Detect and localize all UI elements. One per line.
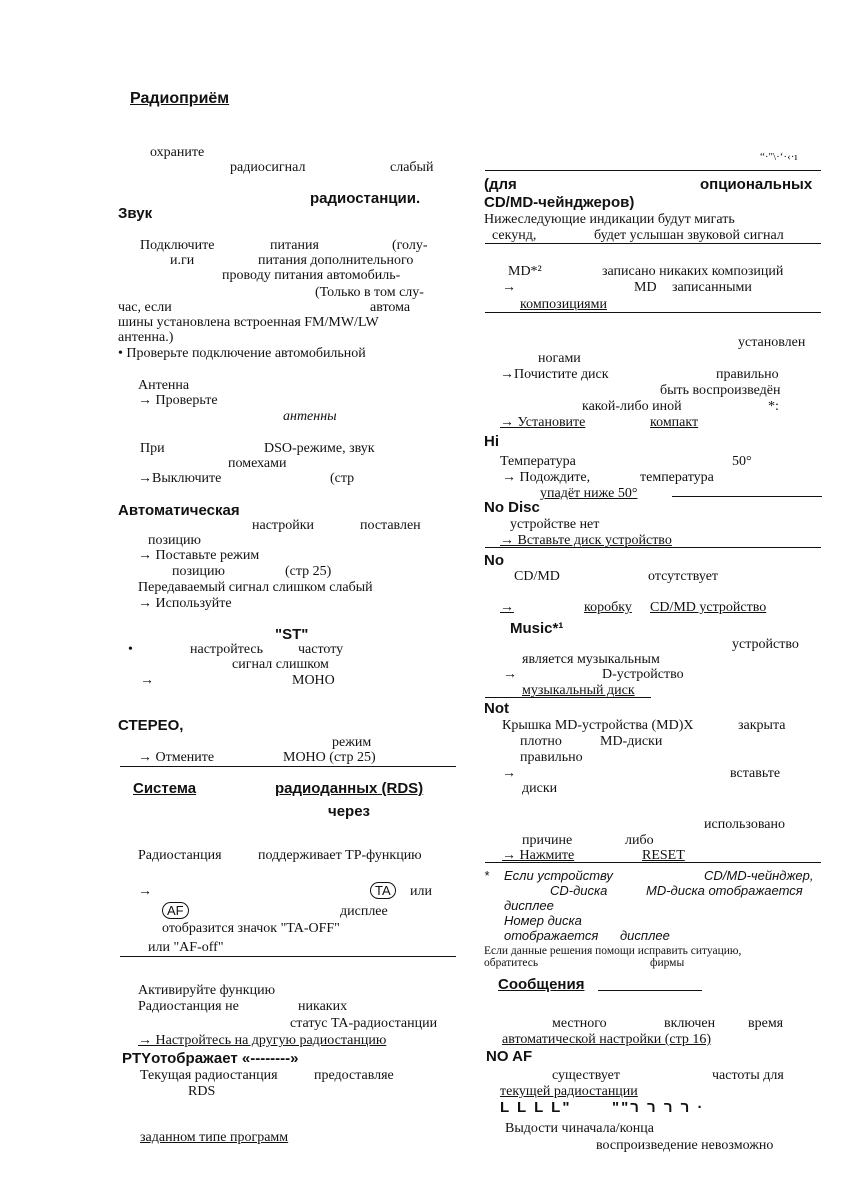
text-line: антенна.)	[118, 330, 174, 345]
heading-cd-3: CD/MD-чейнджеров)	[484, 194, 635, 211]
text-line: отобразится значок "TA-OFF"	[162, 921, 340, 936]
text-line: позицию	[172, 564, 225, 579]
divider	[485, 312, 821, 313]
text-line: коробку	[584, 600, 632, 615]
text-line: установлен	[738, 335, 806, 350]
heading-sound: Звук	[118, 205, 153, 222]
heading-not: Not	[484, 700, 509, 717]
text-line: заданном типе программ	[140, 1130, 289, 1145]
text-line: правильно	[716, 367, 779, 382]
text-line: MD	[634, 280, 657, 295]
text-line: дисплее	[340, 904, 388, 919]
text-line: секунд,	[492, 228, 537, 243]
text-line: режим	[332, 735, 372, 750]
heading-rds-2: радиоданных (RDS)	[275, 780, 424, 797]
text-line: Текущая радиостанция	[140, 1068, 278, 1083]
text-line: →	[140, 673, 154, 688]
text-line: помехами	[228, 456, 287, 471]
display-segments-right: ""ר ר ר ר ·	[612, 1099, 705, 1116]
text-line: →	[502, 280, 516, 295]
text-line: какой-либо иной	[582, 399, 682, 414]
text-line: Подключите	[140, 238, 215, 253]
text-line: текущей радиостанции	[500, 1084, 638, 1099]
footnote-line: дисплее	[620, 928, 670, 943]
text-line: → Нажмите	[502, 848, 575, 863]
divider	[485, 243, 821, 244]
footnote-line: MD-диска отображается	[646, 883, 803, 898]
text-line: отсутствует	[648, 569, 719, 584]
text-line: воспроизведение невозможно	[596, 1138, 774, 1153]
text-line: частоту	[298, 642, 344, 657]
text-line: Радиостанция не	[138, 999, 239, 1014]
text-line: →Почистите диск	[500, 367, 609, 382]
text-line: питания	[270, 238, 319, 253]
text-line: и.ги	[170, 253, 195, 268]
text-line: частоты для	[712, 1068, 784, 1083]
text-line: статус TA-радиостанции	[290, 1016, 438, 1031]
text-line: Радиостанция	[138, 848, 222, 863]
text-line: →	[500, 600, 514, 615]
text-line: поддерживает TP-функцию	[258, 848, 422, 863]
text-line: плотно	[520, 734, 562, 749]
text-line: → Используйте	[138, 596, 232, 611]
text-line: правильно	[520, 750, 583, 765]
text-line: охраните	[150, 145, 205, 160]
text-line: Выдости чиначала/конца	[505, 1121, 654, 1136]
text-line: Передаваемый сигнал слишком слабый	[138, 580, 373, 595]
text-line: •	[128, 642, 133, 657]
footnote-line: CD-диска	[550, 883, 608, 898]
text-line: → Подождите,	[502, 470, 591, 485]
divider	[485, 697, 651, 698]
text-line: Крышка MD-устройства (MD)X	[502, 718, 694, 733]
divider	[598, 990, 702, 991]
footnote-line: фирмы	[650, 957, 685, 969]
text-line: компакт	[650, 415, 699, 430]
text-line: MD-диски	[600, 734, 663, 749]
footnote-line: CD/MD-чейнджер,	[704, 868, 814, 883]
text-line: вставьте	[730, 766, 781, 781]
divider	[120, 766, 456, 767]
text-line: RESET	[642, 848, 685, 863]
text-line: антенны	[283, 409, 337, 424]
text-line: (стр	[330, 471, 355, 486]
text-line: D-устройство	[602, 667, 684, 682]
text-line: позицию	[148, 533, 201, 548]
text-line: → Настройтесь на другую радиостанцию	[138, 1033, 387, 1048]
text-line: час, если	[118, 300, 172, 315]
text-line: → Проверьте	[138, 393, 218, 408]
text-line: Активируйте функцию	[138, 983, 276, 998]
heading-no: No	[484, 552, 504, 569]
divider	[485, 862, 821, 863]
text-line-bold: "ST"	[275, 626, 309, 643]
text-line: →	[502, 766, 516, 781]
af-button-label	[162, 903, 189, 919]
text-line: упадёт ниже 50°	[540, 486, 638, 501]
heading-cd: (для	[484, 176, 517, 193]
text-line: →Выключите	[138, 471, 222, 486]
text-line: музыкальный диск	[522, 683, 635, 698]
text-line: ногами	[538, 351, 581, 366]
heading-hi: Hi	[484, 433, 499, 450]
text-line: (голу-	[392, 238, 428, 253]
text-line: (стр 25)	[285, 564, 332, 579]
text-line: → Установите	[500, 415, 586, 430]
ta-button-label	[370, 883, 396, 899]
text-line: сигнал слишком	[232, 657, 329, 672]
text-line: → Поставьте режим	[138, 548, 260, 563]
footnote-line: отображается	[504, 928, 599, 943]
divider	[672, 496, 822, 497]
heading-stereo: СТЕРЕО,	[118, 717, 184, 734]
divider	[120, 956, 456, 957]
ta-button: TA	[370, 882, 396, 899]
text-line: настройки	[252, 518, 314, 533]
text-line: CD/MD устройство	[650, 600, 767, 615]
text-line: устройстве нет	[510, 517, 600, 532]
text-line: настройтесь	[190, 642, 263, 657]
corner-mark: “·"\·ʻ·‹·ı	[760, 151, 798, 163]
text-line: RDS	[188, 1084, 216, 1099]
text-line: местного	[552, 1016, 607, 1031]
text-line: закрыта	[738, 718, 786, 733]
text-line: время	[748, 1016, 784, 1031]
text-line: температура	[640, 470, 714, 485]
footnote-line: обратитесь	[484, 957, 539, 969]
heading-messages: Сообщения	[498, 976, 585, 993]
text-line: CD/MD	[514, 569, 560, 584]
footnote-line: Номер диска	[504, 913, 582, 928]
text-line: слабый	[390, 160, 434, 175]
text-line: никаких	[298, 999, 348, 1014]
text-line: →	[503, 667, 517, 682]
text-line: Нижеследующие индикации будут мигать	[484, 212, 735, 227]
text-line: МОНО (стр 25)	[283, 750, 376, 765]
text-line: устройство	[732, 637, 799, 652]
text-line: предоставляе	[314, 1068, 394, 1083]
heading-no-af: NO AF	[486, 1048, 533, 1065]
text-line: шины установлена встроенная FM/MW/LW	[118, 315, 379, 330]
text-line: радиосигнал	[230, 160, 306, 175]
text-line: DSO-режиме, звук	[264, 441, 375, 456]
text-line: или	[410, 884, 432, 899]
text-line: существует	[552, 1068, 620, 1083]
text-line: использовано	[704, 817, 785, 832]
bullet-line: • Проверьте подключение автомобильной	[118, 346, 366, 361]
text-line: питания дополнительного	[258, 253, 414, 268]
text-line-bold: через	[328, 803, 371, 820]
text-line: причине	[522, 833, 573, 848]
text-line: автома	[370, 300, 411, 315]
footnote-line: дисплее	[504, 898, 554, 913]
text-line: диски	[522, 781, 558, 796]
text-line: композициями	[520, 297, 607, 312]
text-line: записанными	[672, 280, 752, 295]
text-line: →	[138, 884, 152, 899]
text-line: Температура	[500, 454, 576, 469]
text-line: 50°	[732, 454, 752, 469]
heading-pty: PTYотображает «--------»	[122, 1050, 299, 1067]
text-line: быть воспроизведён	[660, 383, 781, 398]
text-line: или "AF-off"	[148, 940, 224, 955]
text-line: При	[140, 441, 165, 456]
heading-radio-reception: Радиоприём	[130, 90, 230, 107]
text-line: записано никаких композиций	[602, 264, 784, 279]
footnote-line: Если устройству	[504, 868, 613, 883]
text-line-bold: радиостанции.	[310, 190, 421, 207]
text-line: *:	[768, 399, 779, 414]
heading-music: Music*¹	[510, 620, 564, 637]
divider	[485, 170, 821, 171]
footnote-line: *	[484, 868, 490, 883]
text-line: → Вставьте диск устройство	[500, 533, 672, 548]
text-line: является музыкальным	[522, 652, 660, 667]
text-line: МОНО	[292, 673, 335, 688]
heading-cd-2: опциональных	[700, 176, 813, 193]
text-line: либо	[625, 833, 654, 848]
footnote-line: Если данные решения помощи исправить ситуацию,	[484, 945, 742, 957]
text-line: поставлен	[360, 518, 421, 533]
text-line: проводу питания автомобиль-	[222, 268, 401, 283]
text-line: MD*²	[508, 264, 542, 279]
divider	[485, 547, 821, 548]
text-line: автоматической настройки (стр 16)	[502, 1032, 712, 1047]
heading-no-disc: No Disc	[484, 499, 540, 516]
display-segments-left: L L L L"	[500, 1099, 572, 1116]
heading-auto-tuning: Автоматическая	[118, 502, 240, 519]
heading-rds: Система	[133, 780, 197, 797]
text-line: (Только в том слу-	[315, 285, 424, 300]
text-line: Антенна	[138, 378, 190, 393]
af-button: AF	[162, 902, 189, 919]
text-line: включен	[664, 1016, 716, 1031]
text-line: → Отмените	[138, 750, 215, 765]
text-line: будет услышан звуковой сигнал	[594, 228, 784, 243]
